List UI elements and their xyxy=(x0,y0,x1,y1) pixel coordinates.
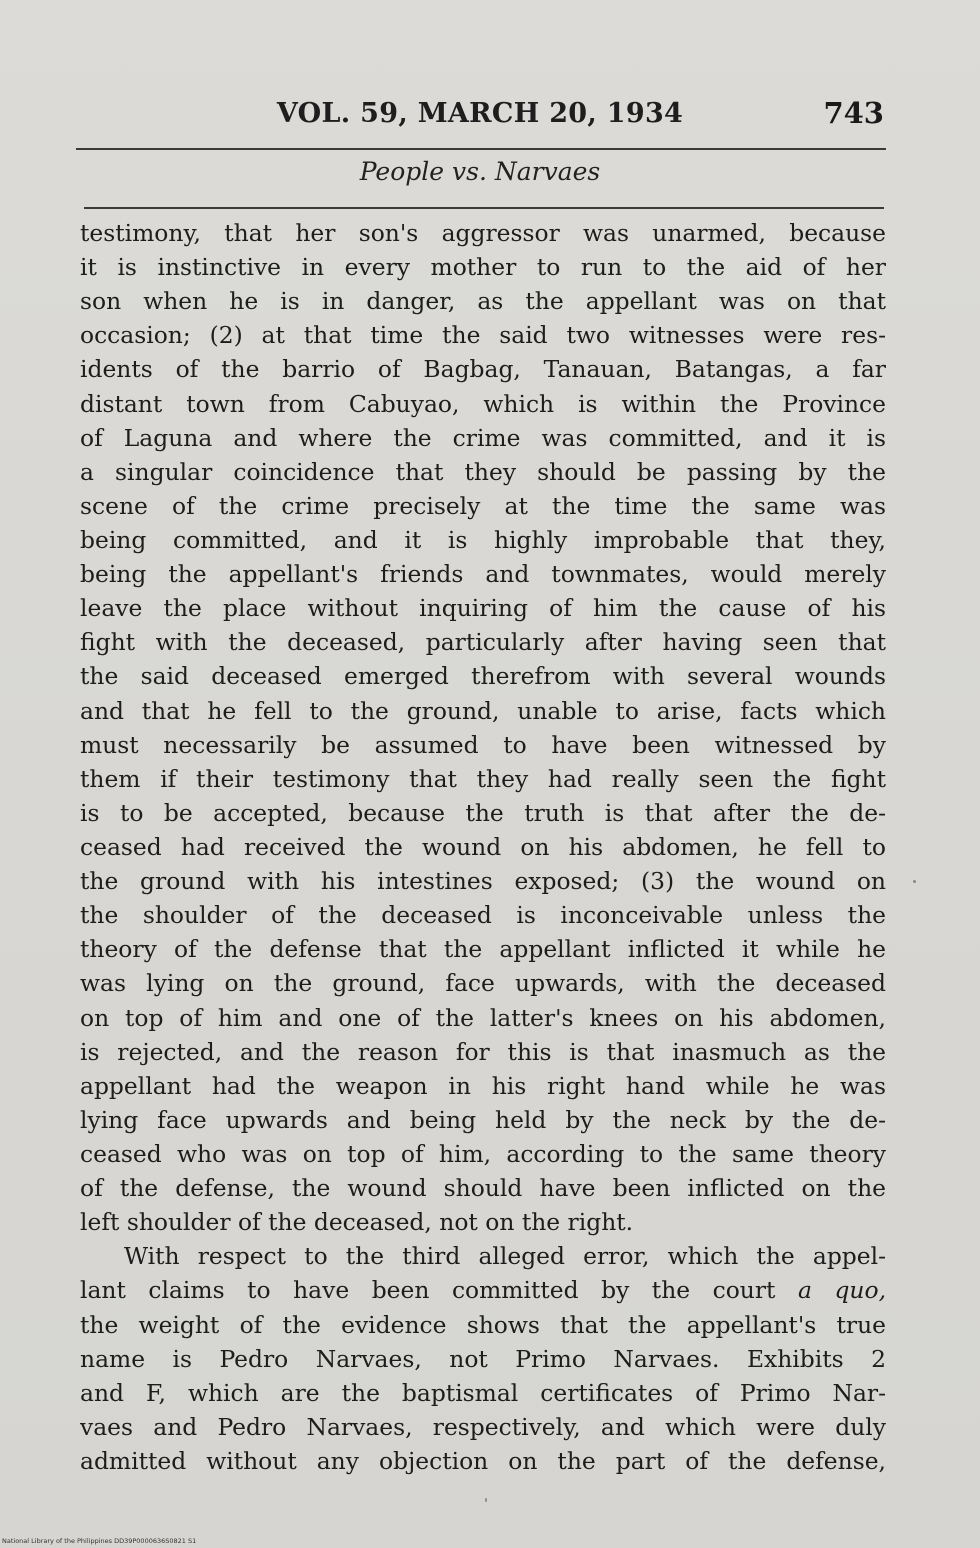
text-line-with-italic xyxy=(80,1273,886,1307)
text-line: them if their testimony that they had really seen the fight xyxy=(80,764,886,793)
text-line: idents of the barrio of Bagbag, Tanauan, Batangas, a far xyxy=(80,355,886,384)
text-line: distant town from Cabuyao, which is within the Province xyxy=(80,389,886,418)
text-line: of Laguna and where the crime was committed, and it is xyxy=(80,423,886,452)
text-line: name is Pedro Narvaes, not Primo Narvaes. Exhibits 2 xyxy=(80,1344,886,1373)
italic-latin-phrase: a quo, xyxy=(797,1276,886,1305)
scan-attribution: National Library of the Philippines DD39P0000636S0821 S1 xyxy=(2,1537,197,1545)
text-line: occasion; (2) at that time the said two witnesses were res- xyxy=(80,321,886,350)
text-line: must necessarily be assumed to have been witnessed by xyxy=(80,730,886,759)
text-line: lying face upwards and being held by the neck by the de- xyxy=(80,1105,886,1134)
text-line: being the appellant's friends and townmates, would merely xyxy=(80,560,886,589)
running-head-case-title: People vs. Narvaes xyxy=(359,157,601,186)
text-line: vaes and Pedro Narvaes, respectively, and which were duly xyxy=(80,1412,886,1441)
text-line: on top of him and one of the latter's knees on his abdomen, xyxy=(80,1003,886,1032)
volume-date-heading: VOL. 59, MARCH 20, 1934 xyxy=(276,98,684,129)
text-line: appellant had the weapon in his right hand while he was xyxy=(80,1071,886,1100)
text-line: ceased had received the wound on his abdomen, he fell to xyxy=(80,832,886,861)
page-header xyxy=(70,92,890,142)
page-number: 743 xyxy=(823,96,884,130)
scan-speck xyxy=(913,880,916,883)
text-line: being committed, and it is highly improbable that they, xyxy=(80,525,886,554)
text-line: theory of the defense that the appellant inflicted it while he xyxy=(80,935,886,964)
text-line: is rejected, and the reason for this is that inasmuch as the xyxy=(80,1037,886,1066)
scan-speck xyxy=(485,1498,487,1502)
header-rule-bottom xyxy=(84,207,884,209)
text-line: the said deceased emerged therefrom with several wounds xyxy=(80,662,886,691)
text-line: it is instinctive in every mother to run to the aid of her xyxy=(80,253,886,282)
text-line: ceased who was on top of him, according to the same theory xyxy=(80,1139,886,1168)
text-line: was lying on the ground, face upwards, with the deceased xyxy=(80,969,886,998)
text-line: fight with the deceased, particularly after having seen that xyxy=(80,628,886,657)
text-line: leave the place without inquiring of him the cause of his xyxy=(80,594,886,623)
text-line: testimony, that her son's aggressor was unarmed, because xyxy=(80,219,886,247)
text-line: a singular coincidence that they should be passing by the xyxy=(80,457,886,486)
text-line: son when he is in danger, as the appellant was on that xyxy=(80,287,886,316)
text-line: of the defense, the wound should have been inflicted on the xyxy=(80,1174,886,1203)
text-run: lant claims to have been committed by the court xyxy=(80,1276,798,1305)
text-line: and F, which are the baptismal certificates of Primo Nar- xyxy=(80,1378,886,1407)
text-line: the weight of the evidence shows that the appellant's true xyxy=(80,1310,886,1339)
text-line-paragraph-end: left shoulder of the deceased, not on the right. xyxy=(80,1208,634,1237)
header-rule-top xyxy=(76,148,886,150)
paragraph-first-line: With respect to the third alleged error, which the appel- xyxy=(124,1242,886,1271)
text-line: the shoulder of the deceased is inconceivable unless the xyxy=(80,901,886,930)
text-line: admitted without any objection on the part of the defense, xyxy=(80,1446,886,1475)
body-text xyxy=(80,216,886,1478)
text-line: scene of the crime precisely at the time the same was xyxy=(80,491,886,520)
text-line: the ground with his intestines exposed; (3) the wound on xyxy=(80,867,886,896)
text-line: and that he fell to the ground, unable to arise, facts which xyxy=(80,696,886,725)
text-line: is to be accepted, because the truth is that after the de- xyxy=(80,798,886,827)
